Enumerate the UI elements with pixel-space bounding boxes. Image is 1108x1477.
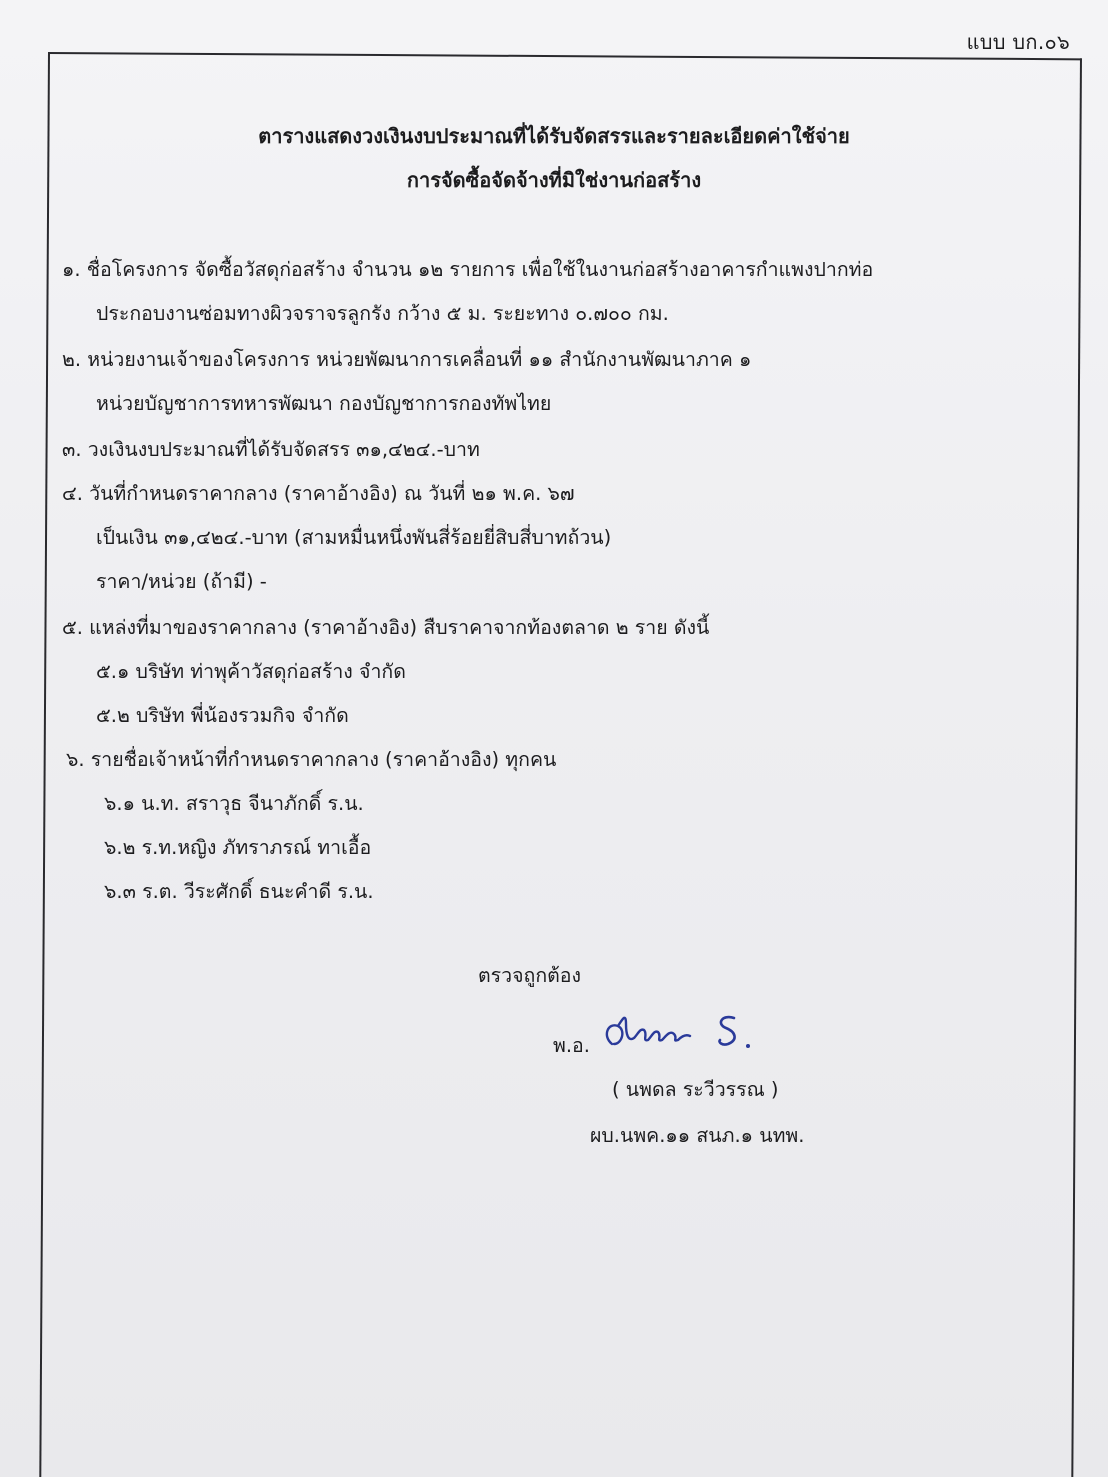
item-1-project-detail: ประกอบงานซ่อมทางผิวจราจรลูกรัง กว้าง ๕ ม. ระยะทาง ๐.๗๐๐ กม.	[96, 302, 669, 325]
item-4-price-date: ๔. วันที่กำหนดราคากลาง (ราคาอ้างอิง) ณ วันที่ ๒๑ พ.ค. ๖๗	[62, 482, 575, 505]
item-6-2-member: ๖.๒ ร.ท.หญิง ภัทราภรณ์ ทาเอื้อ	[104, 836, 372, 859]
item-4-unit-price: ราคา/หน่วย (ถ้ามี) -	[96, 570, 267, 593]
verified-label: ตรวจถูกต้อง	[478, 964, 582, 987]
item-5-1-company: ๕.๑ บริษัท ท่าพุค้าวัสดุก่อสร้าง จำกัด	[96, 660, 406, 683]
item-5-2-company: ๕.๒ บริษัท พี่น้องรวมกิจ จำกัด	[96, 704, 349, 727]
item-6-3-member: ๖.๓ ร.ต. วีระศักดิ์ ธนะคำดี ร.น.	[104, 880, 374, 903]
item-5-price-source: ๕. แหล่งที่มาของราคากลาง (ราคาอ้างอิง) สืบราคาจากท้องตลาด ๒ ราย ดังนี้	[62, 616, 710, 639]
form-code: แบบ บก.๐๖	[966, 30, 1070, 54]
item-1-project-name: ๑. ชื่อโครงการ จัดซื้อวัสดุก่อสร้าง จำนวน ๑๒ รายการ เพื่อใช้ในงานก่อสร้างอาคารกำแพงปากท่อ	[62, 258, 874, 281]
document-subtitle: การจัดซื้อจัดจ้างที่มิใช่งานก่อสร้าง	[406, 168, 702, 192]
item-4-amount: เป็นเงิน ๓๑,๔๒๔.-บาท (สามหมื่นหนึ่งพันสี่ร้อยยี่สิบสี่บาทถ้วน)	[96, 526, 612, 549]
signature-image	[598, 1008, 768, 1058]
item-6-committee: ๖. รายชื่อเจ้าหน้าที่กำหนดราคากลาง (ราคาอ้างอิง) ทุกคน	[66, 748, 557, 771]
signer-position: ผบ.นพค.๑๑ สนภ.๑ นทพ.	[590, 1124, 805, 1147]
item-3-budget: ๓. วงเงินงบประมาณที่ได้รับจัดสรร ๓๑,๔๒๔.-บาท	[62, 438, 480, 461]
signer-rank: พ.อ.	[553, 1034, 590, 1057]
signer-name: ( นพดล ระวีวรรณ )	[612, 1078, 779, 1101]
item-2-owner-unit: ๒. หน่วยงานเจ้าของโครงการ หน่วยพัฒนาการเคลื่อนที่ ๑๑ สำนักงานพัฒนาภาค ๑	[62, 348, 752, 371]
document-title: ตารางแสดงวงเงินงบประมาณที่ได้รับจัดสรรและรายละเอียดค่าใช้จ่าย	[258, 124, 850, 148]
item-2-owner-command: หน่วยบัญชาการทหารพัฒนา กองบัญชาการกองทัพไทย	[96, 392, 552, 415]
item-6-1-member: ๖.๑ น.ท. สราวุธ จีนาภักดิ์ ร.น.	[104, 792, 364, 815]
